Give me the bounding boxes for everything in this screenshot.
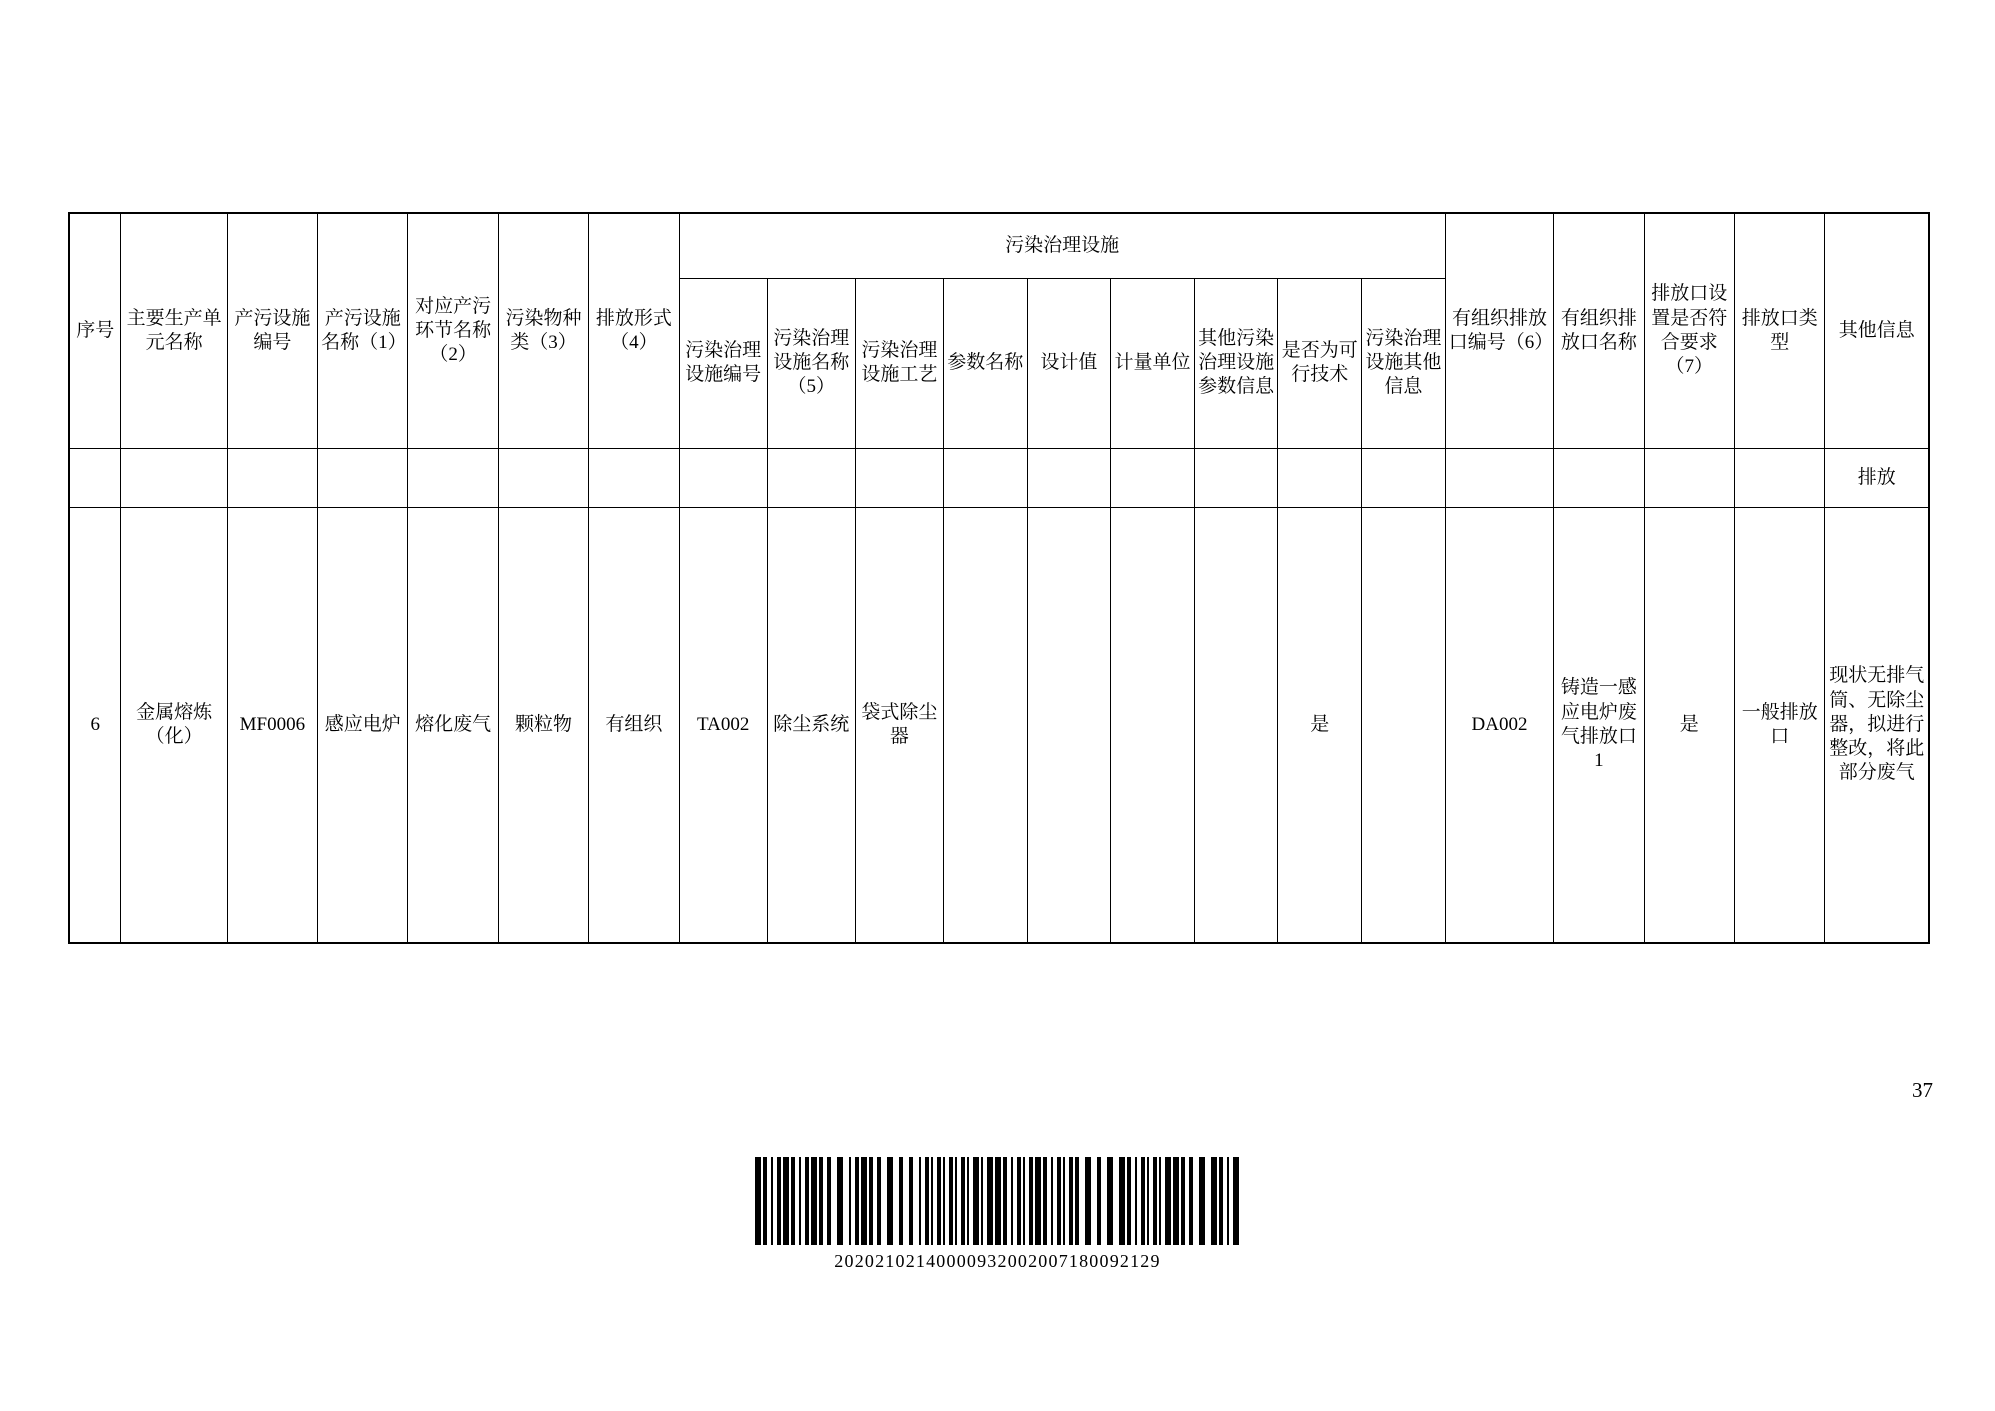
cell-facility-no: MF0006	[227, 508, 317, 944]
header-design-value: 设计值	[1027, 278, 1111, 448]
cell-treat-other	[1362, 508, 1446, 944]
cell-unit-name	[121, 449, 227, 508]
cell-outlet-name	[1554, 449, 1644, 508]
cell-link-name: 熔化废气	[408, 508, 498, 944]
header-treat-no: 污染治理设施编号	[679, 278, 767, 448]
cell-outlet-name: 铸造一感应电炉废气排放口1	[1554, 508, 1644, 944]
cell-emission-form	[589, 449, 679, 508]
header-group-treatment-facility: 污染治理设施	[679, 213, 1445, 278]
cell-param-name	[944, 449, 1028, 508]
header-measure-unit: 计量单位	[1111, 278, 1195, 448]
cell-outlet-req: 是	[1644, 508, 1734, 944]
cell-outlet-no: DA002	[1445, 508, 1553, 944]
header-outlet-type: 排放口类型	[1735, 213, 1825, 449]
cell-param-name	[944, 508, 1028, 944]
cell-is-feasible: 是	[1278, 508, 1362, 944]
cell-measure-unit	[1111, 508, 1195, 944]
cell-other-info: 现状无排气筒、无除尘器，拟进行整改，将此部分废气	[1825, 508, 1929, 944]
header-emission-form: 排放形式（4）	[589, 213, 679, 449]
table-row	[69, 449, 1929, 508]
cell-pollutant-type	[498, 449, 588, 508]
header-pollutant-type: 污染物种类（3）	[498, 213, 588, 449]
cell-is-feasible	[1278, 449, 1362, 508]
cell-measure-unit	[1111, 449, 1195, 508]
header-facility-name: 产污设施名称（1）	[318, 213, 408, 449]
page-number: 37	[1912, 1078, 1933, 1102]
table-group-header-row	[69, 213, 1929, 278]
header-unit-name: 主要生产单元名称	[121, 213, 227, 449]
cell-unit-name: 金属熔炼（化）	[121, 508, 227, 944]
barcode-block	[0, 1148, 1995, 1272]
header-facility-no: 产污设施编号	[227, 213, 317, 449]
emission-facility-table-wrapper	[68, 212, 1930, 944]
cell-link-name	[408, 449, 498, 508]
header-seq: 序号	[69, 213, 121, 449]
emission-facility-table	[68, 212, 1930, 944]
cell-treat-process	[855, 449, 943, 508]
header-outlet-no: 有组织排放口编号（6）	[1445, 213, 1553, 449]
cell-treat-name	[767, 449, 855, 508]
header-other-param: 其他污染治理设施参数信息	[1194, 278, 1278, 448]
cell-outlet-type	[1735, 449, 1825, 508]
header-other-info: 其他信息	[1825, 213, 1929, 449]
cell-outlet-req	[1644, 449, 1734, 508]
header-param-name: 参数名称	[944, 278, 1028, 448]
cell-facility-no	[227, 449, 317, 508]
cell-seq	[69, 449, 121, 508]
barcode-image	[755, 1157, 1241, 1245]
cell-other-param	[1194, 449, 1278, 508]
cell-outlet-no	[1445, 449, 1553, 508]
barcode-number: 20202102140000932002007180092129	[834, 1251, 1161, 1271]
header-is-feasible: 是否为可行技术	[1278, 278, 1362, 448]
header-outlet-name: 有组织排放口名称	[1554, 213, 1644, 449]
header-link-name: 对应产污环节名称（2）	[408, 213, 498, 449]
cell-treat-name: 除尘系统	[767, 508, 855, 944]
cell-facility-name	[318, 449, 408, 508]
cell-facility-name: 感应电炉	[318, 508, 408, 944]
cell-emission-form: 有组织	[589, 508, 679, 944]
cell-design-value	[1027, 449, 1111, 508]
cell-seq: 6	[69, 508, 121, 944]
header-outlet-req: 排放口设置是否符合要求（7）	[1644, 213, 1734, 449]
cell-design-value	[1027, 508, 1111, 944]
cell-treat-other	[1362, 449, 1446, 508]
table-row	[69, 508, 1929, 944]
cell-treat-no	[679, 449, 767, 508]
header-treat-process: 污染治理设施工艺	[855, 278, 943, 448]
cell-other-info: 排放	[1825, 449, 1929, 508]
header-treat-other: 污染治理设施其他信息	[1362, 278, 1446, 448]
cell-treat-no: TA002	[679, 508, 767, 944]
header-treat-name: 污染治理设施名称（5）	[767, 278, 855, 448]
cell-pollutant-type: 颗粒物	[498, 508, 588, 944]
cell-treat-process: 袋式除尘器	[855, 508, 943, 944]
cell-outlet-type: 一般排放口	[1735, 508, 1825, 944]
cell-other-param	[1194, 508, 1278, 944]
